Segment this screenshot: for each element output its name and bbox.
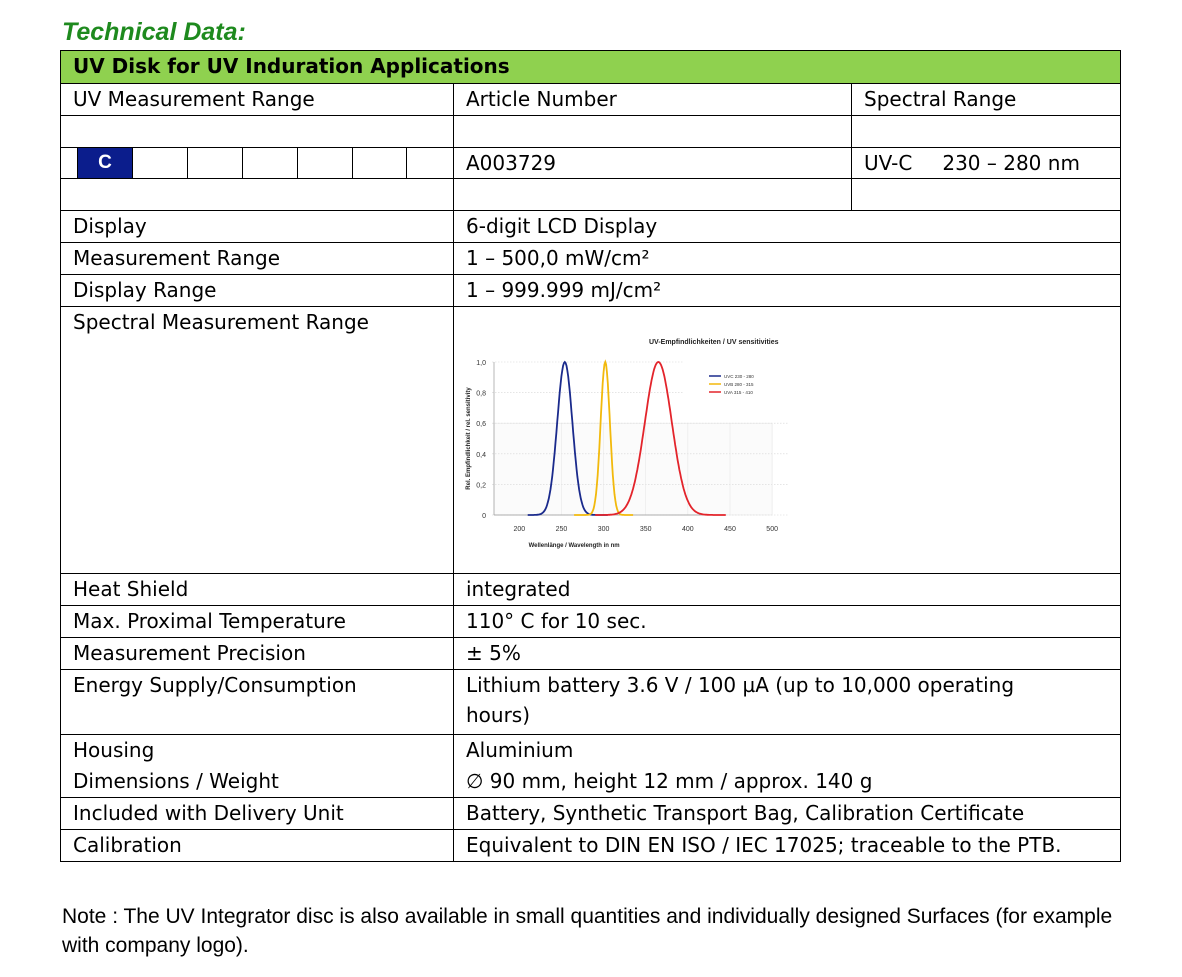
row-label: Display Range <box>61 275 454 307</box>
spectral-nm: 230 – 280 nm <box>942 151 1080 175</box>
x-tick-label: 250 <box>555 526 568 533</box>
x-tick-label: 500 <box>766 526 778 533</box>
section-heading: Technical Data: <box>62 18 246 46</box>
row-label: Energy Supply/Consumption <box>61 670 454 735</box>
row-value: Aluminium <box>454 735 1121 767</box>
table-title: UV Disk for UV Induration Applications <box>61 51 1121 84</box>
range-code-box <box>132 148 187 178</box>
spectral-range-value <box>852 148 1121 179</box>
range-code-box <box>242 148 297 178</box>
y-axis-label: Rel. Empfindlichkeit / rel. sensitivity <box>466 387 472 490</box>
footnote: Note : The UV Integrator disc is also available in small quantities and individually designed Surfaces (for example with company logo). <box>62 905 1113 957</box>
y-tick-label: 0,2 <box>476 482 486 490</box>
spacer-cell <box>852 116 1121 148</box>
row-value: 1 – 999.999 mJ/cm² <box>454 275 1121 307</box>
row-value: Lithium battery 3.6 V / 100 µA (up to 10,000 operating hours) <box>454 670 1121 735</box>
range-code-box <box>187 148 242 178</box>
sensitivity-chart <box>454 307 1119 573</box>
spacer-cell <box>852 179 1121 211</box>
y-tick-label: 0,4 <box>476 451 486 459</box>
row-value: Battery, Synthetic Transport Bag, Calibration Certificate <box>454 798 1121 830</box>
spacer-cell <box>61 116 454 148</box>
row-label: Spectral Measurement Range <box>61 307 454 574</box>
x-tick-label: 450 <box>724 526 736 533</box>
spacer-cell <box>61 179 454 211</box>
row-value: 6-digit LCD Display <box>454 211 1121 243</box>
article-number-value: A003729 <box>454 148 852 179</box>
x-axis-label: Wellenlänge / Wavelength in nm <box>528 543 620 549</box>
x-tick-label: 300 <box>597 526 610 533</box>
range-code-cell <box>61 148 454 179</box>
y-tick-label: 0 <box>482 513 486 520</box>
range-code-selected: C <box>77 148 132 178</box>
row-value: 110° C for 10 sec. <box>454 606 1121 638</box>
row-label: Dimensions / Weight <box>61 766 454 798</box>
x-tick-label: 400 <box>682 526 694 533</box>
row-label: Included with Delivery Unit <box>61 798 454 830</box>
legend-label: UVB 280 - 315 <box>724 382 754 387</box>
grid-panel <box>494 423 772 515</box>
range-code-box <box>297 148 352 178</box>
row-label: Measurement Range <box>61 243 454 275</box>
row-value: Equivalent to DIN EN ISO / IEC 17025; traceable to the PTB. <box>454 830 1121 862</box>
row-value: integrated <box>454 574 1121 606</box>
header-spectral-range: Spectral Range <box>852 84 1121 116</box>
y-tick-label: 0,8 <box>476 390 486 398</box>
y-tick-label: 1,0 <box>476 360 486 367</box>
spacer-cell <box>454 116 852 148</box>
row-value: ∅ 90 mm, height 12 mm / approx. 140 g <box>454 766 1121 798</box>
y-tick-label: 0,6 <box>476 421 486 429</box>
row-value: ± 5% <box>454 638 1121 670</box>
row-label: Display <box>61 211 454 243</box>
row-label: Measurement Precision <box>61 638 454 670</box>
range-code-boxes <box>77 148 453 178</box>
legend-label: UVA 315 - 410 <box>724 390 753 395</box>
header-article-number: Article Number <box>454 84 852 116</box>
spectral-band: UV-C <box>864 151 913 175</box>
row-label: Calibration <box>61 830 454 862</box>
row-label: Heat Shield <box>61 574 454 606</box>
header-measurement-range: UV Measurement Range <box>61 84 454 116</box>
row-label: Housing <box>61 735 454 767</box>
range-code-box <box>352 148 407 178</box>
legend-label: UVC 230 - 280 <box>724 374 754 379</box>
technical-data-table <box>60 50 1121 862</box>
x-tick-label: 350 <box>639 526 652 533</box>
spacer-cell <box>454 179 852 211</box>
row-label: Max. Proximal Temperature <box>61 606 454 638</box>
chart-title: UV-Empfindlichkeiten / UV sensitivities <box>649 339 779 346</box>
row-value: 1 – 500,0 mW/cm² <box>454 243 1121 275</box>
x-tick-label: 200 <box>513 526 526 533</box>
sensitivity-chart-cell <box>454 307 1121 574</box>
